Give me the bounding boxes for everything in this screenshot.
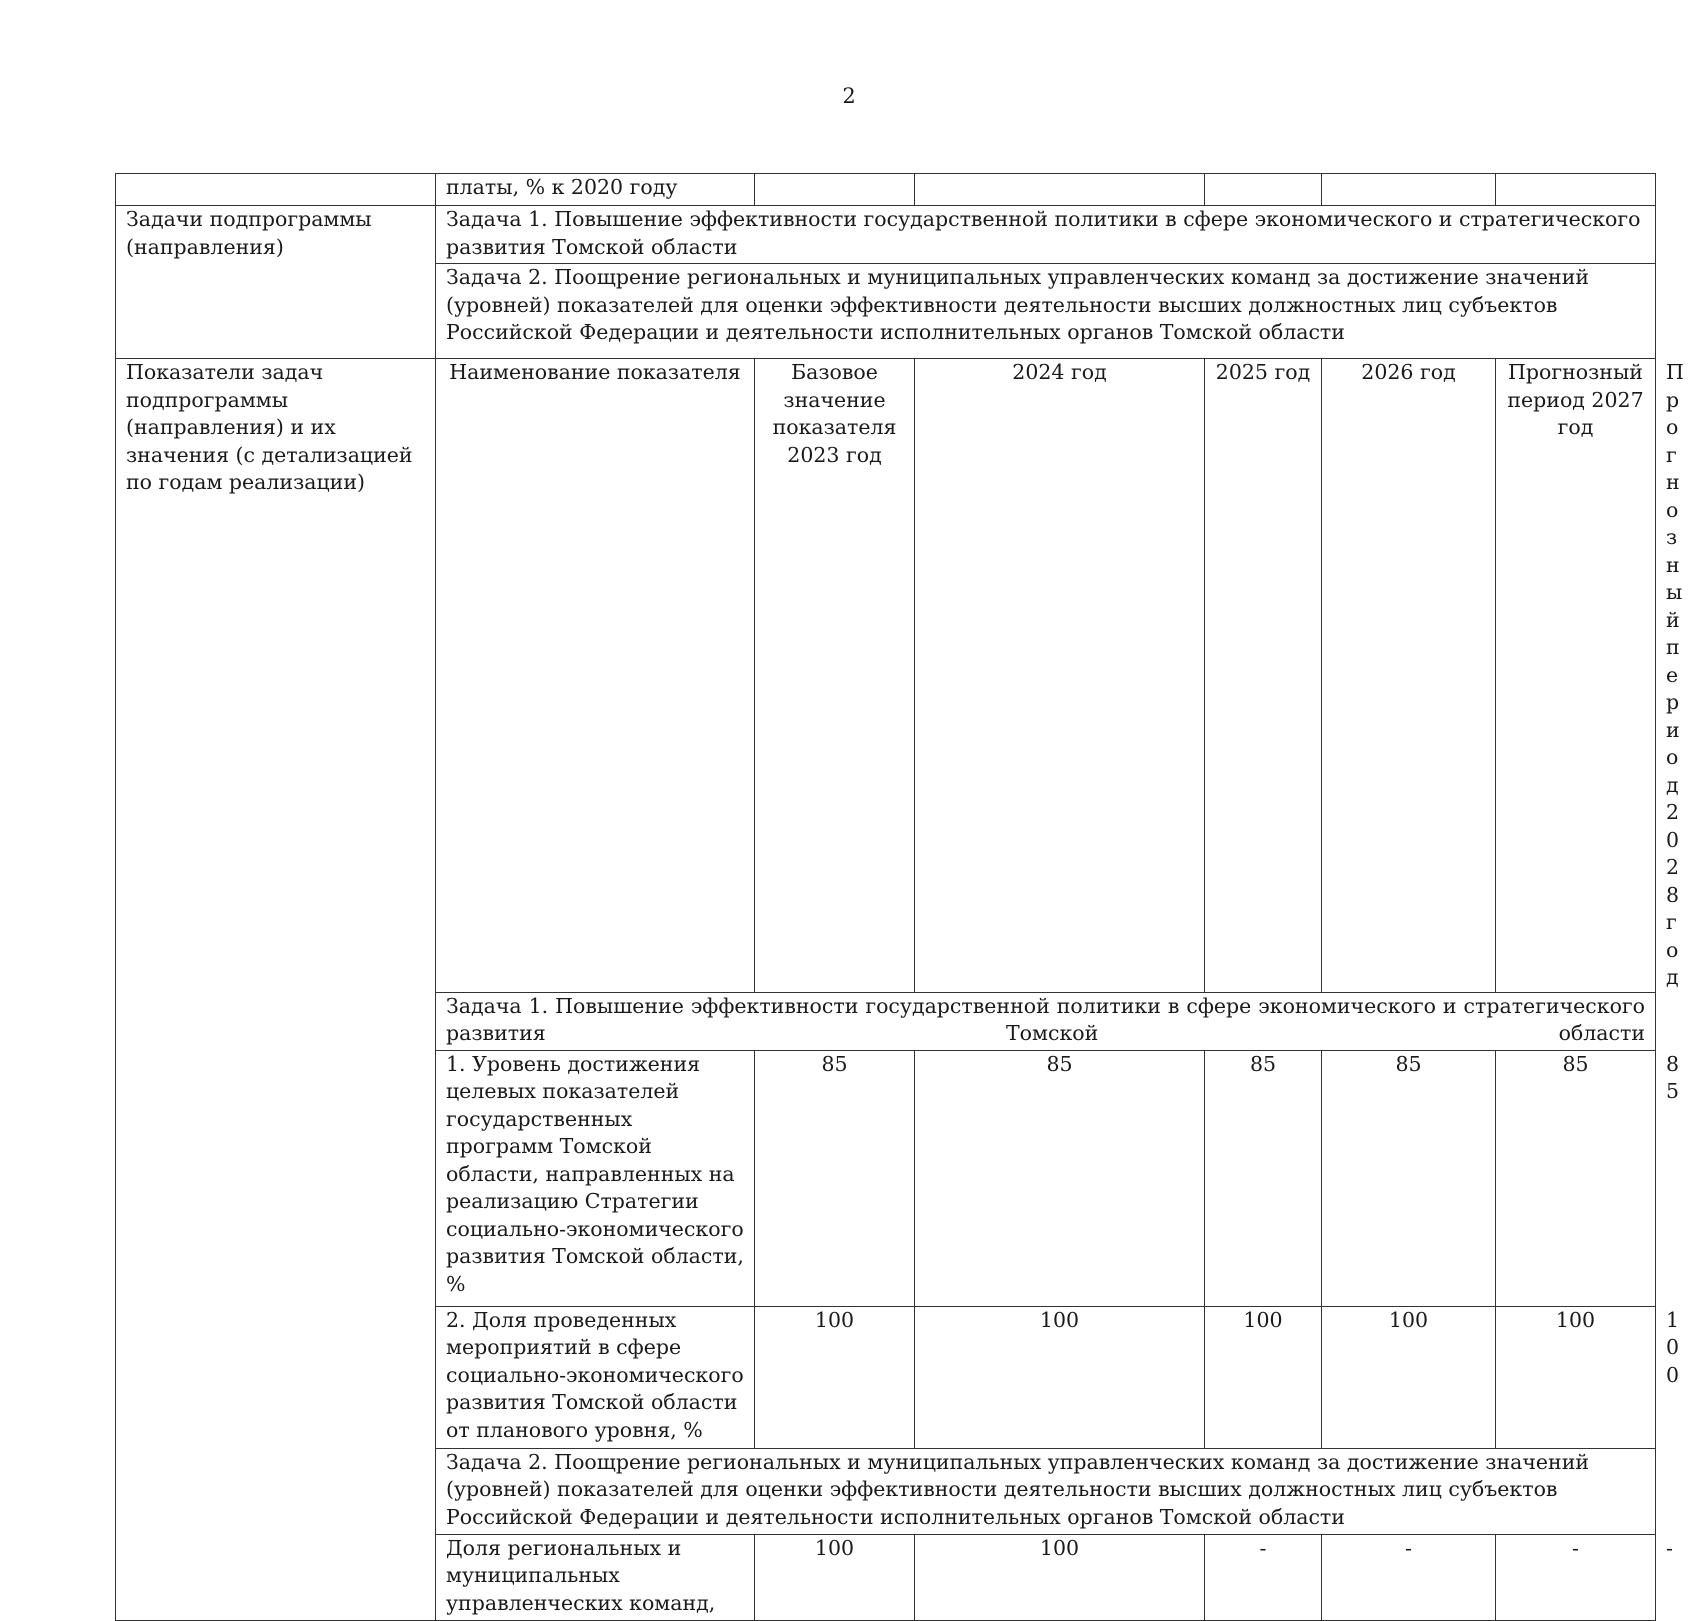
indicator-name: Доля региональных и муниципальных управленческих команд, (436, 1534, 755, 1620)
empty-label-cell (116, 174, 436, 206)
indicator-name: 1. Уровень достижения целевых показателей государственных программ Томской области, направленных на реализацию Стратегии социально-экономического развития Томской области, % (436, 1050, 755, 1306)
continued-text: платы, % к 2020 году (436, 174, 755, 206)
value-2026: 85 (1322, 1050, 1496, 1306)
header-base: Базовое значение показателя 2023 год (755, 359, 915, 993)
value-2027: - (1496, 1534, 1656, 1620)
table-row: 2. Доля проведенных мероприятий в сфере социально-экономического развития Томской области от планового уровня, % 100 100 100 100 100 100 (116, 1306, 1656, 1448)
table-row: Доля региональных и муниципальных управленческих команд, 100 100 - - - - (116, 1534, 1656, 1620)
indicators-label: Показатели задач подпрограммы (направления) и их значения (с детализацией по годам реализации) (116, 359, 436, 1621)
passport-table (115, 173, 1684, 1621)
value-2027: 100 (1496, 1306, 1656, 1448)
value-2025: 100 (1205, 1306, 1322, 1448)
task-1-heading: Задача 1. Повышение эффективности государственной политики в сфере экономического и стратегического развития Томской области (436, 992, 1656, 1050)
task-2-text: Задача 2. Поощрение региональных и муниципальных управленческих команд за достижение значений (уровней) показателей для оценки эффективности деятельности высших должностных лиц субъектов Российской Федерации и деятельности исполнительных органов Томской области (436, 264, 1656, 359)
value-2025: 85 (1205, 1050, 1322, 1306)
tasks-row-1 (116, 206, 1656, 264)
value-2024: 100 (915, 1534, 1205, 1620)
page-number: 2 (842, 84, 856, 108)
header-2025: 2025 год (1205, 359, 1322, 993)
value-2026: - (1322, 1534, 1496, 1620)
value-2024: 100 (915, 1306, 1205, 1448)
indicator-name: 2. Доля проведенных мероприятий в сфере социально-экономического развития Томской области от планового уровня, % (436, 1306, 755, 1448)
value-2027: 85 (1496, 1050, 1656, 1306)
header-2027: Прогнозный период 2027 год (1496, 359, 1656, 993)
continued-row (116, 174, 1656, 206)
task-2-heading: Задача 2. Поощрение региональных и муниципальных управленческих команд за достижение значений (уровней) показателей для оценки эффективности деятельности высших должностных лиц субъектов Российской Федерации и деятельности исполнительных органов Томской области (436, 1448, 1656, 1534)
value-2025: - (1205, 1534, 1322, 1620)
header-2024: 2024 год (915, 359, 1205, 993)
header-2026: 2026 год (1322, 359, 1496, 993)
value-base: 85 (755, 1050, 915, 1306)
tasks-label: Задачи подпрограммы (направления) (116, 206, 436, 359)
task-1-text: Задача 1. Повышение эффективности государственной политики в сфере экономического и стратегического развития Томской области (436, 206, 1656, 264)
indicators-header-row: Показатели задач подпрограммы (направления) и их значения (с детализацией по годам реализации) Наименование показателя Базовое значение показателя 2023 год 2024 год 2025 год 2026 год Прогнозный период 2027 год Прогнозный период 2028 год (116, 359, 1656, 993)
value-2024: 85 (915, 1050, 1205, 1306)
header-name: Наименование показателя (436, 359, 755, 993)
table-row: 1. Уровень достижения целевых показателей государственных программ Томской области, направленных на реализацию Стратегии социально-экономического развития Томской области, % 85 85 85 85 85 85 (116, 1050, 1656, 1306)
value-base: 100 (755, 1306, 915, 1448)
value-base: 100 (755, 1534, 915, 1620)
value-2026: 100 (1322, 1306, 1496, 1448)
